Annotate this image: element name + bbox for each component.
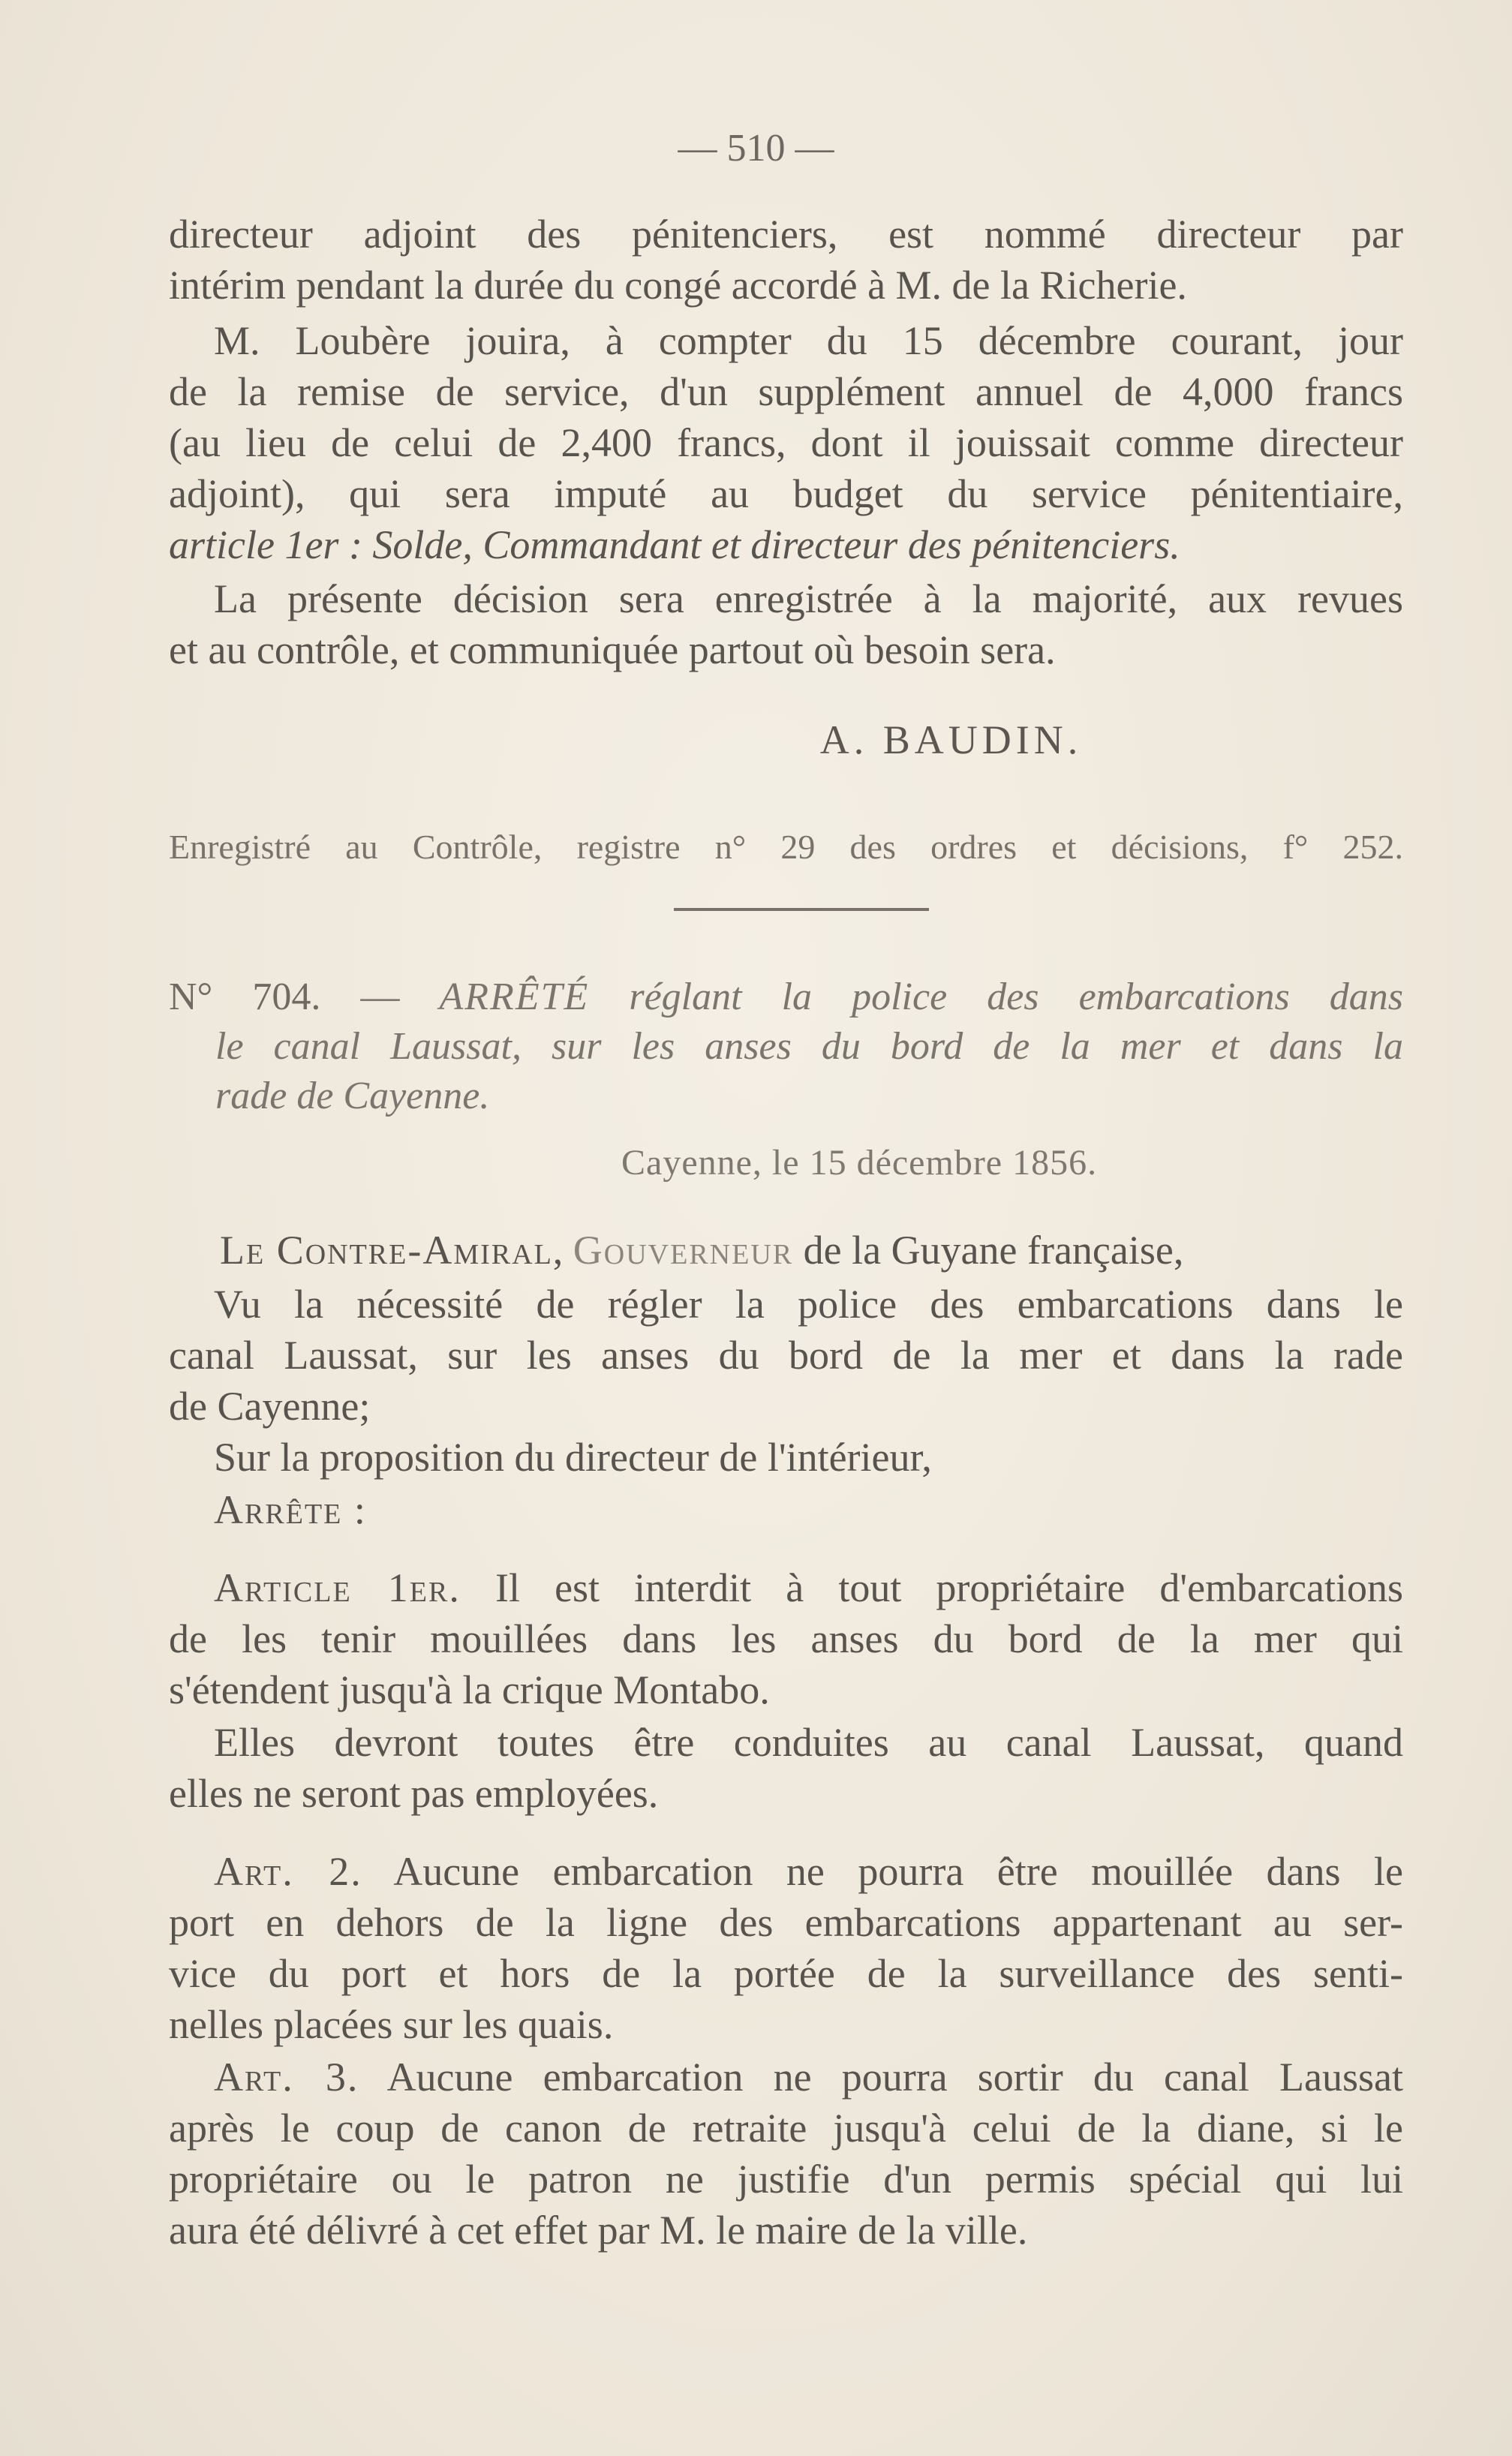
- decree-number: N° 704.: [169, 975, 321, 1018]
- text-line: intérim pendant la durée du congé accordé à M. de la Richerie.: [169, 263, 1187, 308]
- decree-kind: ARRÊTÉ: [439, 975, 590, 1018]
- decree-title-line: le canal Laussat, sur les anses du bord de la mer et dans la: [215, 1025, 1403, 1068]
- paragraph-registration-order: [169, 573, 1403, 675]
- arrete-heading: [169, 1484, 1403, 1535]
- text-line: propriétaire ou le patron ne justifie d'un permis spécial qui lui: [169, 2157, 1403, 2202]
- text-line: canal Laussat, sur les anses du bord de la mer et dans la rade: [169, 1333, 1403, 1378]
- paragraph-sur: [169, 1432, 1403, 1483]
- arrete-label: Arrête :: [214, 1487, 367, 1532]
- text-line: (au lieu de celui de 2,400 francs, dont il jouissait comme directeur: [169, 420, 1403, 465]
- governor-territory: de la Guyane française,: [803, 1228, 1184, 1273]
- governor-rank: Le Contre-Amiral: [220, 1228, 553, 1273]
- text-line: vice du port et hors de la portée de la surveillance des senti-: [169, 1951, 1403, 1996]
- separator-rule: [674, 908, 929, 911]
- paragraph-supplement: [169, 315, 1403, 570]
- article-2: [169, 1846, 1403, 2050]
- text-line: de les tenir mouillées dans les anses du bord de la mer qui: [169, 1616, 1403, 1661]
- text-line: Aucune embarcation ne pourra sortir du canal Laussat: [386, 2055, 1403, 2100]
- paragraph-appointment: [169, 209, 1403, 311]
- text-line: Aucune embarcation ne pourra être mouillée dans le: [393, 1849, 1403, 1894]
- decree-title-rest: réglant la police des embarcations dans: [629, 975, 1404, 1018]
- text-line: et au contrôle, et communiquée partout où besoin sera.: [169, 627, 1056, 672]
- article-1-continued: [169, 1717, 1403, 1819]
- text-line: article 1er : Solde, Commandant et directeur des pénitenciers.: [169, 522, 1180, 567]
- decree-date: Cayenne, le 15 décembre 1856.: [621, 1143, 1098, 1183]
- text-line: s'étendent jusqu'à la crique Montabo.: [169, 1667, 770, 1712]
- text-line: Vu la nécessité de régler la police des embarcations dans le: [214, 1282, 1403, 1327]
- text-line: de Cayenne;: [169, 1384, 371, 1429]
- article-2-label: Art. 2.: [214, 1849, 362, 1894]
- decree-title: [169, 972, 1403, 1121]
- text-line: M. Loubère jouira, à compter du 15 décembre courant, jour: [214, 318, 1403, 363]
- paragraph-vu: [169, 1279, 1403, 1432]
- governor-line: Le Contre-Amiral, Gouverneur de la Guyane française,: [220, 1228, 1184, 1273]
- text-line: de la remise de service, d'un supplément annuel de 4,000 francs: [169, 369, 1403, 414]
- text-line: aura été délivré à cet effet par M. le maire de la ville.: [169, 2208, 1028, 2253]
- text-line: La présente décision sera enregistrée à la majorité, aux revues: [214, 576, 1403, 621]
- decree-title-line: rade de Cayenne.: [215, 1075, 490, 1117]
- text-line: elles ne seront pas employées.: [169, 1771, 659, 1816]
- registration-note: Enregistré au Contrôle, registre n° 29 des ordres et décisions, f° 252.: [169, 828, 1403, 866]
- text-line: port en dehors de la ligne des embarcations appartenant au ser-: [169, 1900, 1403, 1945]
- text-line: adjoint), qui sera imputé au budget du service pénitentiaire,: [169, 471, 1403, 516]
- governor-title: Gouverneur: [573, 1228, 794, 1273]
- article-1-label: Article 1er.: [214, 1565, 461, 1610]
- article-3: [169, 2052, 1403, 2256]
- article-3-label: Art. 3.: [214, 2055, 359, 2100]
- decree-dash: —: [360, 975, 400, 1018]
- page-number: — 510 —: [678, 127, 834, 170]
- text-line: nelles placées sur les quais.: [169, 2002, 614, 2047]
- text-line: Sur la proposition du directeur de l'intérieur,: [214, 1435, 932, 1480]
- text-line: Il est interdit à tout propriétaire d'embarcations: [494, 1565, 1404, 1610]
- text-line: Elles devront toutes être conduites au canal Laussat, quand: [214, 1720, 1403, 1765]
- text-line: après le coup de canon de retraite jusqu'à celui de la diane, si le: [169, 2106, 1403, 2151]
- signature: A. BAUDIN.: [819, 717, 1083, 762]
- article-1: [169, 1562, 1403, 1715]
- text-line: directeur adjoint des pénitenciers, est nommé directeur par: [169, 212, 1403, 257]
